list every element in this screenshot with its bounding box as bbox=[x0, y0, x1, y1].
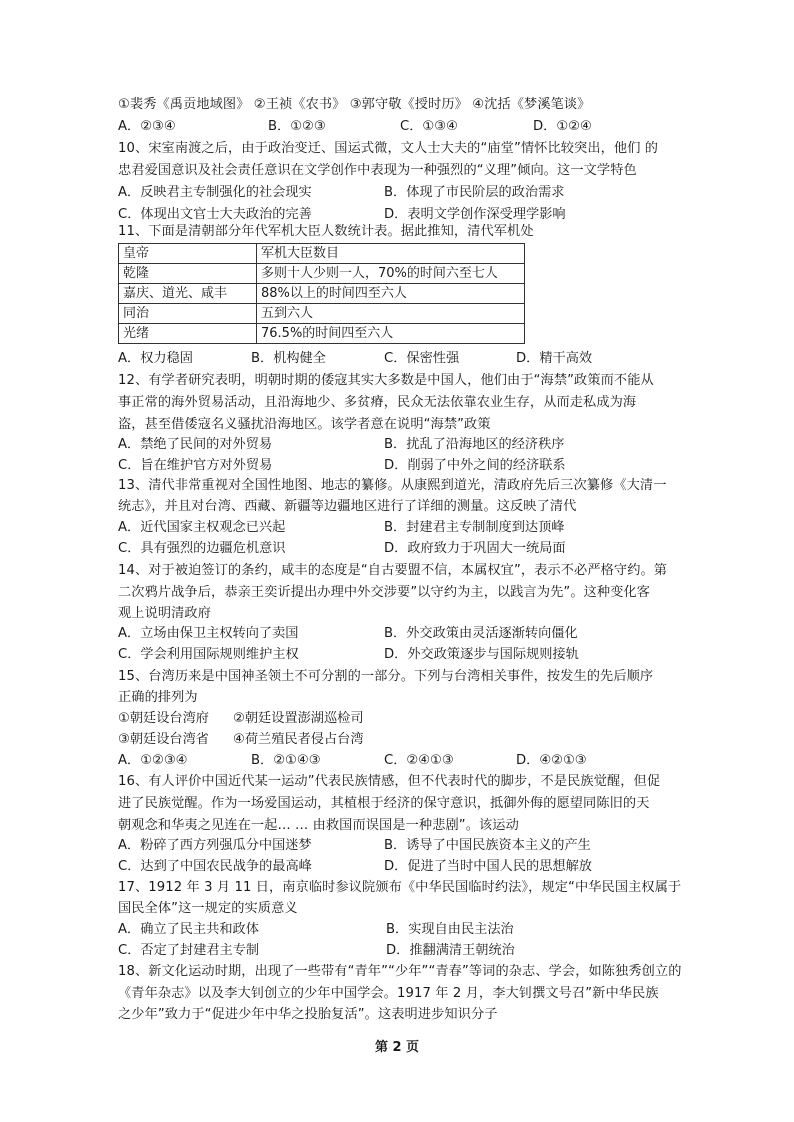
q16-option-d: D．促进了当时中国人民的思想解放 bbox=[384, 859, 592, 874]
q15-option-b: B．②①④③ bbox=[251, 753, 321, 768]
q13-option-a: A．近代国家主权观念已兴起 bbox=[118, 520, 286, 535]
q12-option-d: D．削弱了中外之间的经济联系 bbox=[384, 458, 566, 473]
table-cell: 乾隆 bbox=[119, 264, 257, 284]
q14-line-3: 观上说明清政府 bbox=[118, 606, 212, 621]
table-row bbox=[119, 304, 525, 324]
q11-table bbox=[118, 243, 525, 344]
q16-option-a: A．粉碎了西方列强瓜分中国迷梦 bbox=[118, 838, 312, 853]
q10-line-1: 10、宋室南渡之后，由于政治变迁、国运式微，文人士大夫的“庙堂”情怀比较突出，他们 的 bbox=[118, 141, 659, 156]
q18-line-1: 18、新文化运动时期，出现了一些带有“青年”“少年”“青春”等词的杂志、学会，如陈独秀创立的 bbox=[118, 964, 682, 979]
q10-line-2: 忠君爱国意识及社会责任意识在文学创作中表现为一种强烈的“义理”倾向。这一文学特色 bbox=[118, 163, 637, 178]
page-number: 第 2 页 bbox=[374, 1040, 420, 1055]
q15-line-2: 正确的排列为 bbox=[118, 690, 198, 705]
q15-item-3: ③朝廷设台湾省 bbox=[118, 732, 209, 747]
q9-items: ①裴秀《禹贡地域图》 ②王祯《农书》 ③郭守敬《授时历》 ④沈括《梦溪笔谈》 bbox=[118, 97, 591, 112]
q16-line-1: 16、有人评价中国近代某一运动”代表民族情感，但不代表时代的脚步，不是民族觉醒，但促 bbox=[118, 774, 661, 789]
q13-option-b: B．封建君主专制制度到达顶峰 bbox=[384, 520, 565, 535]
q13-option-d: D．政府致力于巩固大一统局面 bbox=[384, 541, 566, 556]
q15-line-1: 15、台湾历来是中国神圣领土不可分割的一部分。下列与台湾相关事件，按发生的先后顺序 bbox=[118, 669, 654, 684]
q12-line-3: 盗，甚至借倭寇名义骚扰沿海地区。该学者意在说明“海禁”政策 bbox=[118, 417, 491, 432]
table-cell: 同治 bbox=[119, 304, 257, 324]
q15-item-2: ②朝廷设置澎湖巡检司 bbox=[233, 711, 364, 726]
q11-stem: 11、下面是清朝部分年代军机大臣人数统计表。据此推知，清代军机处 bbox=[118, 224, 534, 239]
q15-option-a: A．①②③④ bbox=[118, 753, 188, 768]
q12-line-1: 12、有学者研究表明，明朝时期的倭寇其实大多数是中国人，他们由于“海禁”政策而不能从 bbox=[118, 373, 654, 388]
q10-option-d: D．表明文学创作深受理学影响 bbox=[384, 207, 566, 222]
q10-option-a: A．反映君主专制强化的社会现实 bbox=[118, 185, 312, 200]
q16-line-2: 进了民族觉醒。作为一场爱国运动，其植根于经济的保守意识，抵御外侮的愿望同陈旧的天 bbox=[118, 796, 650, 811]
q10-option-b: B．体现了市民阶层的政治需求 bbox=[384, 185, 565, 200]
q9-option-d: D．①②④ bbox=[533, 119, 592, 134]
table-row bbox=[119, 264, 525, 284]
q12-option-a: A．禁绝了民间的对外贸易 bbox=[118, 437, 273, 452]
q13-option-c: C．具有强烈的边疆危机意识 bbox=[118, 541, 286, 556]
q13-line-2: 统志》，并且对台湾、西藏、新疆等边疆地区进行了详细的测量。这反映了清代 bbox=[118, 499, 577, 514]
q16-option-c: C．达到了中国农民战争的最高峰 bbox=[118, 859, 312, 874]
q14-option-c: C．学会利用国际规则维护主权 bbox=[118, 647, 299, 662]
q15-item-4: ④荷兰殖民者侵占台湾 bbox=[233, 732, 364, 747]
table-cell: 光绪 bbox=[119, 324, 257, 344]
q15-option-d: D．④②①③ bbox=[516, 753, 587, 768]
table-header-cell: 军机大臣数目 bbox=[257, 244, 525, 264]
q17-option-d: D．推翻满清王朝统治 bbox=[386, 943, 515, 958]
q9-option-c: C．①③④ bbox=[400, 119, 458, 134]
q10-option-c: C．体现出文官士大夫政治的完善 bbox=[118, 207, 312, 222]
table-cell: 88%以上的时间四至六人 bbox=[257, 284, 525, 304]
q9-option-b: B．①②③ bbox=[268, 119, 326, 134]
q15-item-1: ①朝廷设台湾府 bbox=[118, 711, 209, 726]
q11-option-d: D．精干高效 bbox=[516, 351, 593, 366]
q12-option-c: C．旨在维护官方对外贸易 bbox=[118, 458, 273, 473]
q11-option-a: A．权力稳固 bbox=[118, 351, 193, 366]
q15-option-c: C．②④①③ bbox=[384, 753, 454, 768]
table-cell: 76.5%的时间四至六人 bbox=[257, 324, 525, 344]
q16-line-3: 朝观念和华夷之见连在一起… … 由救国而误国是一种悲剧”。该运动 bbox=[118, 818, 519, 833]
table-cell: 多则十人少则一人，70%的时间六至七人 bbox=[257, 264, 525, 284]
q16-option-b: B．诱导了中国民族资本主义的产生 bbox=[384, 838, 591, 853]
q14-line-1: 14、对于被迫签订的条约，咸丰的态度是“自古要盟不信，本属权宜”，表示不必严格守约。第 bbox=[118, 563, 668, 578]
table-row bbox=[119, 324, 525, 344]
q17-option-b: B．实现自由民主法治 bbox=[386, 922, 514, 937]
q12-option-b: B．扰乱了沿海地区的经济秩序 bbox=[384, 437, 565, 452]
table-cell: 五到六人 bbox=[257, 304, 525, 324]
q17-line-2: 国民全体”这一规定的实质意义 bbox=[118, 901, 298, 916]
q14-line-2: 二次鸦片战争后，恭亲王奕䜣提出办理中外交涉要”以守约为主，以践言为先”。这种变化客 bbox=[118, 585, 651, 600]
q14-option-a: A．立场由保卫主权转向了卖国 bbox=[118, 626, 299, 641]
q14-option-b: B．外交政策由灵活逐渐转向僵化 bbox=[384, 626, 578, 641]
q13-line-1: 13、清代非常重视对全国性地图、地志的纂修。从康熙到道光，清政府先后三次纂修《大清一 bbox=[118, 478, 667, 493]
q11-option-b: B．机构健全 bbox=[251, 351, 326, 366]
q18-line-3: 之少年”致力于“促进少年中华之投胎复活”。这表明进步知识分子 bbox=[118, 1007, 498, 1022]
q11-option-c: C．保密性强 bbox=[384, 351, 460, 366]
table-row bbox=[119, 284, 525, 304]
table-header-cell: 皇帝 bbox=[119, 244, 257, 264]
table-cell: 嘉庆、道光、咸丰 bbox=[119, 284, 257, 304]
q9-option-a: A．②③④ bbox=[118, 119, 176, 134]
table-header-row bbox=[119, 244, 525, 264]
q17-option-c: C．否定了封建君主专制 bbox=[118, 943, 260, 958]
q12-line-2: 事正常的海外贸易活动，且沿海地少、多贫瘠，民众无法依靠农业生存，从而走私成为海 bbox=[118, 395, 637, 410]
q17-option-a: A．确立了民主共和政体 bbox=[118, 922, 259, 937]
q14-option-d: D．外交政策逐步与国际规则接轨 bbox=[384, 647, 579, 662]
q18-line-2: 《青年杂志》以及李大钊创立的少年中国学会。1917 年 2 月，李大钊撰文号召”新中华民族 bbox=[118, 986, 659, 1001]
q17-line-1: 17、1912 年 3 月 11 日，南京临时参议院颁布《中华民国临时约法》，规定“中华民国主权属于 bbox=[118, 880, 682, 895]
